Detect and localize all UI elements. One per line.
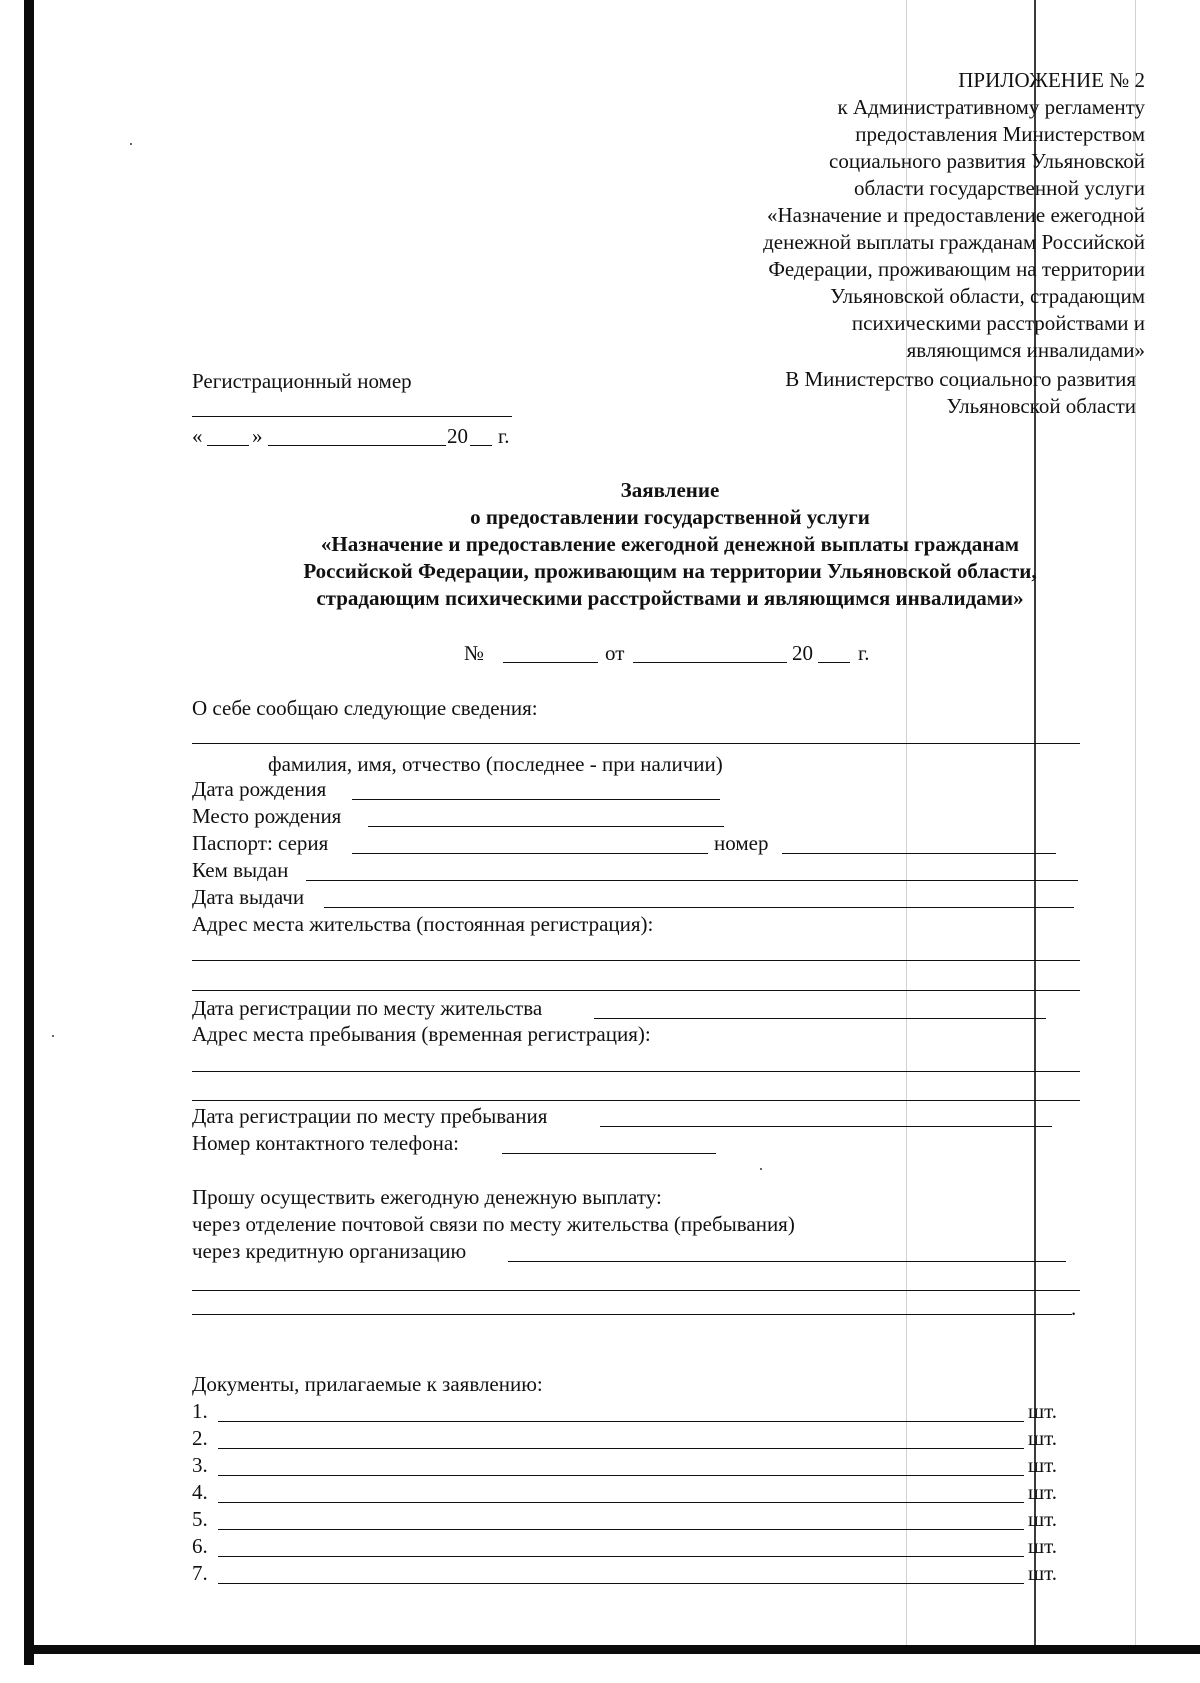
registration-month-field[interactable] [268, 445, 446, 446]
appendix-header [763, 67, 1145, 364]
reg-date-permanent-field[interactable] [594, 1018, 1046, 1019]
document-item-unit: шт. [1028, 1534, 1058, 1558]
phone-label: Номер контактного телефона: [192, 1131, 459, 1155]
appendix-line: являющимся инвалидами» [906, 338, 1145, 362]
appendix-line: предоставления Министерством [855, 122, 1145, 146]
scan-left-border [24, 0, 34, 1665]
document-item-unit: шт. [1028, 1561, 1058, 1585]
scan-speck [52, 1035, 54, 1037]
number-label: № [464, 641, 485, 665]
document-item-number: 4. [192, 1480, 208, 1504]
document-item-field[interactable] [218, 1556, 1024, 1557]
payment-request: Прошу осуществить ежегодную денежную выплату: [192, 1185, 662, 1209]
title-line: страдающим психическими расстройствами и являющимся инвалидами» [316, 586, 1024, 610]
application-year-field[interactable] [818, 662, 850, 663]
registration-day-field[interactable] [207, 445, 249, 446]
appendix-line: области государственной услуги [853, 176, 1145, 200]
registration-number-field[interactable] [192, 416, 512, 417]
bank-details-field-2[interactable] [192, 1314, 1072, 1315]
application-number-field[interactable] [503, 662, 598, 663]
fio-caption: фамилия, имя, отчество (последнее - при наличии) [268, 752, 723, 776]
registration-year-suffix: г. [498, 424, 510, 448]
document-item-number: 7. [192, 1561, 208, 1585]
document-item-number: 3. [192, 1453, 208, 1477]
appendix-line: «Назначение и предоставление ежегодной [767, 203, 1145, 227]
document-item-number: 2. [192, 1426, 208, 1450]
document-item-field[interactable] [218, 1475, 1024, 1476]
issued-by-field[interactable] [306, 880, 1078, 881]
appendix-line: Ульяновской области, страдающим [830, 284, 1145, 308]
reg-date-temporary-field[interactable] [600, 1126, 1052, 1127]
addressee-line: Ульяновской области [946, 394, 1136, 418]
document-item-unit: шт. [1028, 1480, 1058, 1504]
issue-date-field[interactable] [324, 907, 1074, 908]
payment-option-bank[interactable]: через кредитную организацию [192, 1239, 467, 1263]
appendix-line: психическими расстройствами и [851, 311, 1145, 335]
appendix-line: к Административному регламенту [837, 95, 1145, 119]
birth-date-label: Дата рождения [192, 777, 327, 801]
number-year-suffix: г. [858, 641, 870, 665]
address-temporary-field-2[interactable] [192, 1100, 1080, 1101]
from-label: от [605, 641, 625, 665]
number-year-prefix: 20 [792, 641, 813, 665]
reg-date-permanent-label: Дата регистрации по месту жительства [192, 996, 543, 1020]
birth-place-label: Место рождения [192, 804, 342, 828]
birth-place-field[interactable] [368, 826, 724, 827]
scan-speck [130, 143, 132, 145]
appendix-line: Федерации, проживающим на территории [768, 257, 1145, 281]
document-item-field[interactable] [218, 1583, 1024, 1584]
document-item-number: 6. [192, 1534, 208, 1558]
issue-date-label: Дата выдачи [192, 885, 305, 909]
documents-heading: Документы, прилагаемые к заявлению: [192, 1372, 543, 1396]
payment-option-post[interactable]: через отделение почтовой связи по месту жительства (пребывания) [192, 1212, 795, 1236]
document-item-unit: шт. [1028, 1426, 1058, 1450]
fio-field[interactable] [192, 743, 1080, 744]
title-line: о предоставлении государственной услуги [470, 505, 870, 529]
scan-speck [760, 1168, 762, 1170]
document-item-field[interactable] [218, 1502, 1024, 1503]
address-permanent-field-2[interactable] [192, 990, 1080, 991]
address-temporary-field[interactable] [192, 1071, 1080, 1072]
title-line: «Назначение и предоставление ежегодной денежной выплаты гражданам [320, 532, 1020, 556]
registration-label: Регистрационный номер [192, 369, 412, 393]
bank-end-dot: . [1071, 1296, 1077, 1320]
document-item-unit: шт. [1028, 1507, 1058, 1531]
phone-field[interactable] [502, 1153, 716, 1154]
document-item-number: 5. [192, 1507, 208, 1531]
passport-series-field[interactable] [352, 853, 708, 854]
addressee-line: В Министерство социального развития [785, 367, 1136, 391]
registration-quote-open: « [192, 424, 203, 448]
registration-year-prefix: 20 [447, 424, 468, 448]
appendix-line: социального развития Ульяновской [829, 149, 1145, 173]
appendix-line: ПРИЛОЖЕНИЕ № 2 [958, 68, 1145, 92]
passport-series-label: Паспорт: серия [192, 831, 329, 855]
issued-by-label: Кем выдан [192, 858, 289, 882]
passport-number-label: номер [714, 831, 769, 855]
document-item-unit: шт. [1028, 1453, 1058, 1477]
birth-date-field[interactable] [352, 799, 720, 800]
application-date-field[interactable] [633, 662, 787, 663]
bank-details-field[interactable] [192, 1290, 1080, 1291]
address-temporary-label: Адрес места пребывания (временная регистрация): [192, 1022, 651, 1046]
reg-date-temporary-label: Дата регистрации по месту пребывания [192, 1104, 548, 1128]
appendix-line: денежной выплаты гражданам Российской [763, 230, 1145, 254]
document-item-unit: шт. [1028, 1399, 1058, 1423]
title-line: Заявление [620, 478, 720, 502]
application-title [180, 477, 1160, 612]
document-item-number: 1. [192, 1399, 208, 1423]
registration-year-field[interactable] [470, 445, 492, 446]
document-item-field[interactable] [218, 1421, 1024, 1422]
bank-name-field[interactable] [508, 1261, 1066, 1262]
scan-bottom-border [30, 1645, 1200, 1654]
address-permanent-label: Адрес места жительства (постоянная регистрация): [192, 912, 654, 936]
address-permanent-field[interactable] [192, 960, 1080, 961]
document-item-field[interactable] [218, 1448, 1024, 1449]
passport-number-field[interactable] [782, 853, 1056, 854]
registration-quote-close: » [252, 424, 263, 448]
personal-intro: О себе сообщаю следующие сведения: [192, 696, 538, 720]
document-item-field[interactable] [218, 1529, 1024, 1530]
title-line: Российской Федерации, проживающим на территории Ульяновской области, [303, 559, 1037, 583]
